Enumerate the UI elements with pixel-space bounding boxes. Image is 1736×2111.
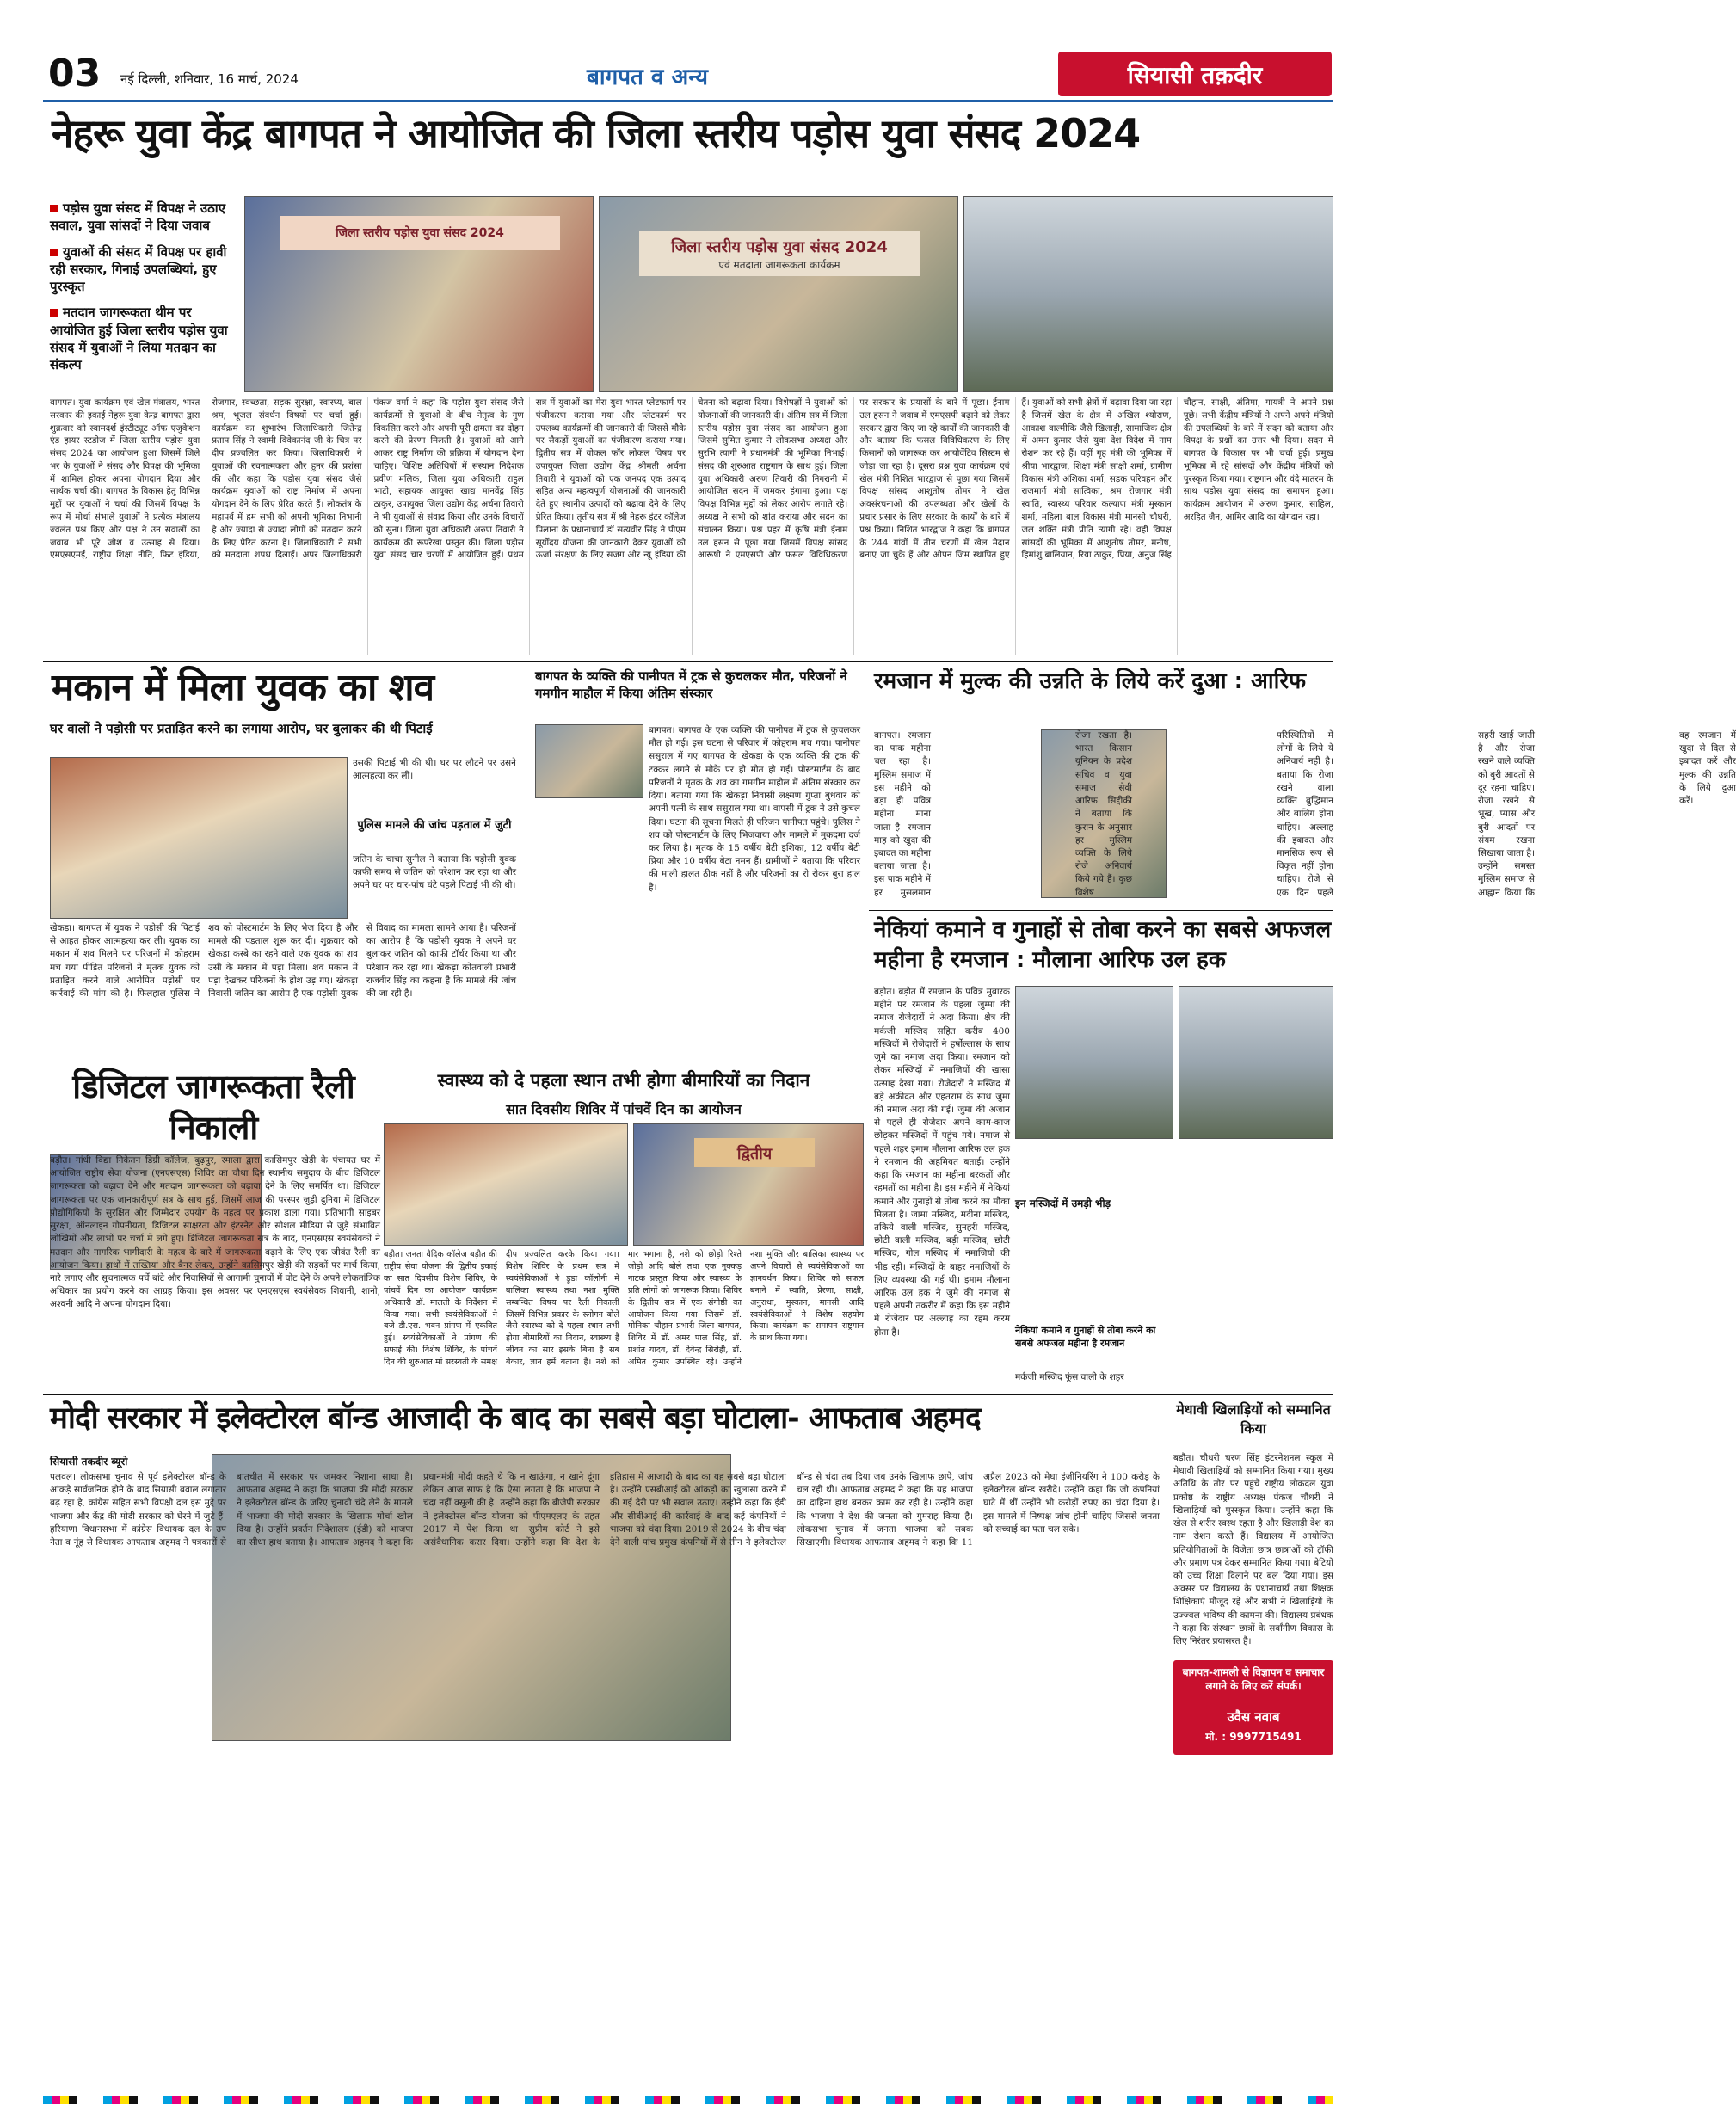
lead-photo-2 [599, 196, 958, 392]
digital-headline: डिजिटल जागरूकता रैली निकाली [72, 1068, 354, 1147]
photo-banner-text: जिला स्तरीय पड़ोस युवा संसद 2024 [336, 226, 504, 240]
registration-bar [43, 2096, 1333, 2104]
body-box-text: जतिन के चाचा सुनील ने बताया कि पड़ोसी युवक काफी समय से जतिन को परेशान कर रहा था और अपने घर पर चार-पांच घंटे पहले पिटाई भी की थी। [353, 854, 516, 891]
health-body: बड़ौत। जनता वैदिक कॉलेज बड़ौत की राष्ट्रीय सेवा योजना की द्वितीय इकाई का सात दिवसीय विशेष शिविर, के पांचवें दिन का आयोजन कार्यक्रम अधिकारी डॉ. मालती के निर्देशन में किया गया। सभी स्वयंसेविकाओं ने बजे डी.एस. भवन प्रांगण में एकत्रित हुई। स्वयंसेविकाओं ने प्रांगण की सफाई की। विशेष शिविर, के पांचवें दिन की शुरुआत मां सरस्वती के समक्ष दीप प्रज्वलित करके किया गया। विशेष शिविर के प्रथम सत्र में स्वयंसेविकाओं ने ड्रुडा कॉलोनी में बालिका स्वास्थ्य तथा नशा मुक्ति सम्बन्धित विषय पर रैली निकाली जिसमें विभिन्न प्रकार के स्लोगन बोले जैसे स्वास्थ्य को दे पहला स्थान तभी होगा बीमारियों का निदान, स्वास्थ्य है जीवन का सार इसके बिना है सब बेकार, ज्ञान हमें बताना है। नशे को मार भगाना है, नशे को छोड़ो रिश्ते जोड़ो आदि बोले तथा एक नुक्कड़ नाटक प्रस्तुत किया और स्वास्थ्य के प्रति लोगों को जागरूक किया। शिविर के द्वितीय सत्र में एक संगोष्ठी का आयोजन किया गया जिसमें डॉ. मोनिका चौहान प्रभारी जिला बागपत, शिविर में डॉ. अमर पाल सिंह, डॉ. प्रशांत यादव, डॉ. देवेन्द्र सिरोही, डॉ. अमित कुमार उपस्थित रहे। उन्होंने नशा मुक्ति और बालिका स्वास्थ्य पर अपने विचारों से स्वयंसेविकाओं का ज्ञानवर्धन किया। शिविर को सफल बनाने में स्वाति, प्रेरणा, साक्षी, अनुराधा, मुस्कान, मानसी आदि स्वयंसेविकाओं ने विशेष सहयोग किया। कार्यक्रम का समापन राष्ट्रगान के साथ किया गया। [384, 1250, 864, 1368]
paper-name [1058, 52, 1332, 96]
photo-banner [694, 1138, 815, 1167]
lead-bullet: पड़ोस युवा संसद में विपक्ष ने उठाए सवाल, युवा सांसदों ने दिया जवाब [50, 200, 225, 234]
bond-headline: मोदी सरकार में इलेक्टोरल बॉन्ड आजादी के बाद का सबसे बड़ा घोटाला- आफताब अहमद [50, 1401, 981, 1436]
health-headline: स्वास्थ्य को दे पहला स्थान तभी होगा बीमारियों का निदान [437, 1070, 810, 1091]
players-body: बड़ौत। चौधरी चरण सिंह इंटरनेशनल स्कूल में मेधावी खिलाड़ियों को सम्मानित किया गया। मुख्य अतिथि के तौर पर पहुंचे राष्ट्रीय लोकदल युवा प्रकोष्ठ के राष्ट्रीय अध्यक्ष पंकज चौधरी ने खिलाड़ियों को पुरस्कृत किया। उन्होंने कहा कि खेल से शरीर स्वस्थ रहता है और खिलाड़ी देश का नाम रोशन करते हैं। विद्यालय में आयोजित प्रतियोगिताओं के विजेता छात्र छात्राओं को ट्रॉफी और प्रमाण पत्र देकर सम्मानित किया गया। बेटियों को उच्च शिक्षा दिलाने पर बल दिया गया। इस अवसर पर विद्यालय के प्रधानाचार्य तथा शिक्षक शिक्षिकाएं मौजूद रहे और सभी ने खिलाड़ियों के उज्ज्वल भविष्य की कामना की। विद्यालय प्रबंधक ने कहा कि संस्थान छात्रों के सर्वांगीण विकास के लिए निरंतर प्रयासरत है। [1173, 1453, 1333, 1647]
header-rule [43, 100, 1333, 102]
divider [43, 661, 1333, 662]
lead-bullet: मतदान जागरूकता थीम पर आयोजित हुई जिला स्तरीय पड़ोस युवा संसद में युवाओं ने लिया मतदान का संकल्प [50, 305, 228, 372]
body-box-title: पुलिस मामले की जांच पड़ताल में जुटी [357, 819, 512, 832]
ramzan-headline: रमजान में मुल्क की उन्नति के लिये करें दुआ : आरिफ [874, 668, 1307, 694]
ad-line: बागपत-शामली से विज्ञापन व समाचार लगाने के लिए करें संपर्क। [1182, 1666, 1325, 1693]
nekiyan-caption: नेकियां कमाने व गुनाहों से तोबा करने का सबसे अफजल महीना है रमजान [1015, 1325, 1156, 1349]
body-headline: मकान में मिला युवक का शव [52, 666, 434, 710]
paper-name-text: सियासी तक़दीर [1127, 61, 1263, 89]
photo-banner [639, 231, 920, 276]
photo-banner-subtitle: एवं मतदाता जागरूकता कार्यक्रम [718, 259, 840, 271]
lead-photo-3 [963, 196, 1333, 392]
health-subheadline: सात दिवसीय शिविर में पांचवें दिन का आयोजन [506, 1101, 742, 1117]
truck-body: बागपत। बागपत के एक व्यक्ति की पानीपत में ट्रक से कुचलकर मौत हो गई। इस घटना से परिवार में कोहराम मच गया। पानीपत ससुराल में गए बागपत के खेकड़ा के एक व्यक्ति की ट्रक की टक्कर लगने से मौके पर ही मौत हो गई। पोस्टमार्टम के बाद परिजनों ने मृतक के शव का गमगीन माहौल में अंतिम संस्कार कर दिया। बताया गया कि खेकड़ा निवासी लक्ष्मण गुप्ता बुधवार को अपनी पत्नी के साथ ससुराल गया था। वापसी में ट्रक ने उसे कुचल दिया। घटना की सूचना मिलते ही परिजन पानीपत पहुंचे। पुलिस ने शव को पोस्टमार्टम के लिए भिजवाया और मामले में मुकदमा दर्ज कर लिया है। मृतक के 15 वर्षीय बेटी इशिका, 12 वर्षीय बेटी प्रिया और 10 वर्षीय बेटा नमन हैं। ग्रामीणों ने बताया कि परिवार की माली हालत ठीक नहीं है और परिजनों का रो रोकर बुरा हाल है। [649, 725, 860, 893]
lead-photo-1 [244, 196, 594, 392]
page-number: 03 [48, 52, 102, 95]
health-photo-2 [633, 1123, 864, 1246]
masthead [0, 0, 1376, 102]
truck-headline: बागपत के व्यक्ति की पानीपत में ट्रक से कुचलकर मौत, परिजनों ने गमगीन माहौल में किया अंतिम संस्कार [535, 668, 847, 702]
bond-byline: सियासी तकदीर ब्यूरो [50, 1456, 128, 1468]
nekiyan-body-cont [1015, 1144, 1333, 1192]
players-headline: मेधावी खिलाड़ियों को सम्मानित किया [1176, 1401, 1331, 1437]
nekiyan-subhead: इन मस्जिदों में उमड़ी भीड़ [1015, 1197, 1111, 1209]
section-label: बागपत व अन्य [587, 65, 708, 90]
lead-bullet: युवाओं की संसद में विपक्ष पर हावी रही सरकार, गिनाई उपलब्धियां, हुए पुरस्कृत [50, 243, 227, 294]
divider [43, 1394, 1333, 1395]
nekiyan-headline: नेकियां कमाने व गुनाहों से तोबा करने का सबसे अफजल महीना है रमजान : मौलाना आरिफ उल हक [874, 917, 1332, 974]
digital-body: बड़ौत। गांधी विद्या निकेतन डिग्री कॉलेज, बुढ़पुर, रमाला द्वारा कासिमपुर खेड़ी के पंचायत घर में आयोजित राष्ट्रीय सेवा योजना (एनएसएस) शिविर का चौथा दिन स्थानीय समुदाय के बीच डिजिटल जागरूकता को बढ़ावा देने और मतदान जागरूकता को बढ़ावा देने के लिए समर्पित था। डिजिटल जागरूकता पर एक जानकारीपूर्ण सत्र के साथ हुई, जिसमें आज की परस्पर जुड़ी दुनिया में डिजिटल प्रौद्योगिकियों के सुरक्षित और जिम्मेदार उपयोग के महत्व पर प्रकाश डाला गया। प्रतिभागी साइबर सुरक्षा, ऑनलाइन गोपनीयता, डिजिटल साक्षरता और इंटरनेट और सोशल मीडिया से जुड़े संभावित जोखिमों और लाभों पर चर्चा में लगे हुए। डिजिटल जागरूकता सत्र के बाद, एनएसएस स्वयंसेवकों ने मतदान और नागरिक भागीदारी के महत्व के बारे में जागरूकता बढ़ाने के लिए एक जीवंत रैली का आयोजन किया। हाथों में तख्तियां और बैनर लेकर, उन्होंने कासिमपुर खेड़ी की सड़कों पर मार्च किया, नारे लगाए और सूचनात्मक पर्चे बांटे और निवासियों से आगामी चुनावों में वोट देने के अपने लोकतांत्रिक अधिकार का प्रयोग करने का आग्रह किया। इस अवसर पर एनएसएस स्वयंसेवक शिवानी, शानो, अश्वनी आदि ने अपना योगदान दिया। [50, 1155, 380, 1310]
health-photo-1 [384, 1123, 628, 1246]
body-side-note: उसकी पिटाई भी की थी। घर पर लौटने पर उसने आत्महत्या कर ली। [353, 758, 516, 782]
ad-box [1173, 1660, 1333, 1755]
body-subheadline: घर वालों ने पड़ोसी पर प्रताड़ित करने का लगाया आरोप, घर बुलाकर की थी पिटाई [50, 721, 433, 736]
photo-banner-title: जिला स्तरीय पड़ोस युवा संसद 2024 [671, 238, 888, 256]
lead-bullets [50, 200, 239, 389]
ad-name: उवैस नवाब [1227, 1709, 1280, 1725]
nekiyan-photo-2 [1179, 986, 1333, 1139]
lead-headline: नेहरू युवा केंद्र बागपत ने आयोजित की जिला स्तरीय पड़ोस युवा संसद 2024 [52, 110, 1141, 157]
nekiyan-photo-1 [1015, 986, 1173, 1139]
date-line: नई दिल्ली, शनिवार, 16 मार्च, 2024 [120, 71, 299, 87]
nekiyan-body: बड़ौत। बड़ौत में रमजान के पवित्र मुबारक महीने पर रमजान के पहला जुम्मा की नमाज रोजेदारों ने अदा किया। क्षेत्र की मर्कजी मस्जिद सहित करीब 400 मस्जिदों में रोजेदारों ने हर्षोल्लास के साथ जुमे का नमाज अदा किया। रमजान को लेकर मस्जिदों में नमाजियों की खासा उत्साह देखा गया। रोजेदारों ने मस्जिद में बड़े अकीदत और एहतराम के साथ जुमा की नमाज अदा की गई। जुमा की अजान से पहले ही रोजेदार अपने काम-काज छोड़कर मस्जिदों में पहुंच गये। नमाज से पहले शहर इमाम मौलाना आरिफ उल हक ने रमजान की अहमियत बताई। उन्होंने कहा कि रमजान का महीना बरकतों और रहमतों का महीना है। इस महीने में नेकियां कमाने और गुनाहों से तोबा करने का मौका मिलता है। जामा मस्जिद, मदीना मस्जिद, तकिये वाली मस्जिद, सुनहरी मस्जिद, छोटी वाली मस्जिद, बड़ी मस्जिद, छोटी मस्जिद, गोल मस्जिद में नमाजियों की भीड़ रही। मस्जिदों के बाहर नमाजियों के लिए व्यवस्था की गई थी। इमाम मौलाना आरिफ उल हक ने जुमे की नमाज से पहले अपनी तकरीर में कहा कि इस महीने में रोजेदार पर अल्लाह का रहम करम होता है। [874, 987, 1010, 1338]
ad-mobile: मो. : 9997715491 [1205, 1731, 1302, 1743]
bond-body: पलवल। लोकसभा चुनाव से पूर्व इलेक्टोरल बॉन्ड के आंकड़े सार्वजनिक होने के बाद सियासी बवाल लगातार बढ़ रहा है, कांग्रेस सहित सभी विपक्षी दल इस मुद्दे पर भाजपा और केंद्र की मोदी सरकार को घेरने में जुटे हैं। हरियाणा विधानसभा में कांग्रेस विधायक दल के उप नेता व नूंह से विधायक आफताब अहमद ने पत्रकारों से बातचीत में सरकार पर जमकर निशाना साधा है। आफताब अहमद ने कहा कि भाजपा की मोदी सरकार ने इलेक्टोरल बॉन्ड के जरिए चुनावी चंदे लेने के मामले में भाजपा की मोदी सरकार के खिलाफ मोर्चा खोल दिया है। उन्होंने प्रवर्तन निदेशालय (ईडी) को भाजपा का सीधा हाथ बताया है। आफताब अहमद ने कहा कि प्रधानमंत्री मोदी कहते थे कि न खाऊंगा, न खाने दूंगा लेकिन आज साफ है कि ऐसा लगता है कि भाजपा ने चंदा नहीं वसूली की है। उन्होंने कहा कि बीजेपी सरकार ने इलेक्टोरल बॉन्ड योजना को पीएमएलए के तहत 2017 में पेश किया था। सुप्रीम कोर्ट ने इसे असंवैधानिक करार दिया। उन्होंने कहा कि देश के इतिहास में आजादी के बाद का यह सबसे बड़ा घोटाला है। उन्होंने एसबीआई को आंकड़ों का खुलासा करने में की गई देरी पर भी सवाल उठाए। उन्होंने कहा कि ईडी और सीबीआई की कार्रवाई के बाद कई कंपनियों ने भाजपा को चंदा दिया। 2019 से 2024 के बीच चंदा देने वाली पांच प्रमुख कंपनियों में से तीन ने इलेक्टोरल बॉन्ड से चंदा तब दिया जब उनके खिलाफ छापे, जांच चल रही थी। आफताब अहमद ने कहा कि यह भाजपा का दाहिना हाथ बनकर काम कर रही है। उन्होंने कहा कि भाजपा ने देश की जनता को गुमराह किया है। लोकसभा चुनाव में जनता भाजपा को सबक सिखाएगी। विधायक आफताब अहमद ने कहा कि 11 अप्रैल 2023 को मेघा इंजीनियरिंग ने 100 करोड़ के इलेक्टोरल बॉन्ड खरीदे। उन्होंने कहा कि जो कंपनियां घाटे में थीं उन्होंने भी करोड़ों रुपए का चंदा दिया है। इस मामले में निष्पक्ष जांच होनी चाहिए जिससे जनता को सच्चाई का पता चल सके। [50, 1472, 1160, 1548]
ramzan-body: बागपत। रमजान का पाक महीना चल रहा है। मुस्लिम समाज में इस महीने को बड़ा ही पवित्र महीना माना जाता है। रमजान माह को खुदा की इबादत का महीना बताया जाता है। इस पाक महीने में हर मुसलमान रोजा रखता है। भारत किसान यूनियन के प्रदेश सचिव व युवा समाज सेवी आरिफ सिद्दीकी ने बताया कि कुरान के अनुसार हर मुस्लिम व्यक्ति के लिये रोजे अनिवार्य किये गये हैं। कुछ विशेष परिस्थितियों में लोगों के लिये ये अनिवार्य नहीं है। बताया कि रोजा रखने वाला व्यक्ति बुद्धिमान और बालिग होना चाहिए। अल्लाह की इबादत और मानसिक रूप से विकृत नहीं होना चाहिए। रोजे से एक दिन पहले सहरी खाई जाती है और रोजा रखने वाले व्यक्ति को बुरी आदतों से दूर रहना चाहिए। रोजा रखने से भूख, प्यास और बुरी आदतों पर संयम रखना सिखाया जाता है। उन्होंने समस्त मुस्लिम समाज से आह्वान किया कि वह रमजान में खुदा से दिल से इबादत करें और मुल्क की उन्नति के लिये दुआ करें। [874, 730, 1736, 898]
photo-banner [280, 216, 560, 250]
body-photo [50, 757, 348, 919]
photo-banner-text: द्वितीय [736, 1145, 773, 1163]
nekiyan-caption-2: मर्कजी मस्जिद फूंस वाली के शहर [1015, 1372, 1124, 1382]
divider [869, 910, 1333, 911]
body-text: खेकड़ा। बागपत में युवक ने पड़ोसी की पिटाई से आहत होकर आत्महत्या कर ली। युवक का मकान में शव मिलने पर परिजनों में कोहराम मच गया पीड़ित परिजनों ने मृतक युवक को प्रताड़ित करने वाले आरोपित पड़ोसी पर कार्रवाई की मांग की है। फिलहाल पुलिस ने शव को पोस्टमार्टम के लिए भेज दिया है और मामले की पड़ताल शुरू कर दी। शुक्रवार को खेकड़ा कस्बे का रहने वाले एक युवक का शव उसी के मकान में पड़ा मिला। शव मकान में पड़ा देखकर परिजनों के होश उड़ गए। खेकड़ा निवासी जतिन का आरोप है एक पड़ोसी युवक से विवाद का मामला सामने आया है। परिजनों का आरोप है कि पड़ोसी युवक ने अपने घर बुलाकर जतिन को काफी टॉर्चर किया था और परेशान कर रहा था। खेकड़ा कोतवाली प्रभारी राजवीर सिंह का कहना है कि मामले की जांच की जा रही है। [50, 923, 516, 1000]
lead-body: बागपत। युवा कार्यक्रम एवं खेल मंत्रालय, भारत सरकार की इकाई नेहरू युवा केन्द्र बागपत द्वारा शुक्रवार को स्वामदर्श इंस्टीट्यूट ऑफ एजुकेशन एंड हायर स्टडीज में जिला स्तरीय पड़ोस युवा संसद 2024 का आयोजन हुआ जिसमें जिले भर के युवाओं ने संसद और विपक्ष की भूमिका में शामिल होकर अपना योगदान दिया और सार्थक चर्चा की। बागपत के विकास हेतु विभिन्न मुद्दों पर युवाओं ने चर्चा की जिसमें विपक्ष के रूप में मोर्चा संभाले युवाओं ने प्रत्येक मंत्रालय ज्वलंत प्रश्न किए और पक्ष ने उन सवालों का जवाब भी पूरे जोश व उत्साह से दिया। एमएसएमई, राष्ट्रीय शिक्षा नीति, फिट इंडिया, रोजगार, स्वच्छता, सड़क सुरक्षा, स्वास्थ्य, बाल श्रम, भूजल संवर्धन विषयों पर चर्चा हुई। कार्यक्रम का शुभारंभ जिलाधिकारी जितेन्द्र प्रताप सिंह ने स्वामी विवेकानंद जी के चित्र पर दीप प्रज्वलित कर किया। जिलाधिकारी ने युवाओं की रचनात्मकता और हुनर की प्रशंसा की और कहा कि पड़ोस युवा संसद जैसे कार्यक्रम युवाओं को राष्ट्र निर्माण में अपना योगदान देने के लिए प्रेरित करते हैं। लोकतंत्र के महापर्व में हम सभी को अपनी भूमिका निभानी है और ज्यादा से ज्यादा लोगों को मतदान करने के लिए प्रेरित करना है। जिलाधिकारी ने सभी को मतदाता शपथ दिलाई। अपर जिलाधिकारी पंकज वर्मा ने कहा कि पड़ोस युवा संसद जैसे कार्यक्रमों से युवाओं के बीच नेतृत्व के गुण विकसित करने और अपनी पूरी क्षमता का दोहन करने की प्रेरणा मिलती है। युवाओं को आगे आकर राष्ट्र निर्माण की प्रक्रिया में योगदान देना चाहिए। विशिष्ट अतिथियों में संस्थान निदेशक प्रवीण मलिक, जिला युवा अधिकारी राहुल भाटी, सहायक आयुक्त खाद्य मानवेंद्र सिंह ठाकुर, उपायुक्त जिला उद्योग केंद्र अर्चना तिवारी ने भी युवाओं से संवाद किया और उनके विचारों को सुना। जिला युवा अधिकारी अरुण तिवारी ने कार्यक्रम की रूपरेखा प्रस्तुत की। जिला पड़ोस युवा संसद चार चरणों में आयोजित हुई। प्रथम सत्र में युवाओं का मेरा युवा भारत प्लेटफार्म पर पंजीकरण कराया गया और प्लेटफार्म पर उपलब्ध कार्यक्रमों की जानकारी दी जिससे मौके पर सैकड़ों युवाओं का पंजीकरण कराया गया। द्वितीय सत्र में वोकल फॉर लोकल विषय पर उपायुक्त जिला उद्योग केंद्र श्रीमती अर्चना तिवारी ने युवाओं को एक जनपद एक उत्पाद सहित अन्य महत्वपूर्ण योजनाओं की जानकारी देते हुए स्थानीय उत्पादों को बढ़ावा देने के लिए प्रेरित किया। तृतीय सत्र में श्री नेहरू इंटर कॉलेज पिलाना के प्रधानाचार्य डॉ सत्यवीर सिंह ने पीएम सूर्योदय योजना की जानकारी देकर युवाओं को ऊर्जा संरक्षण के लिए सजग और न्यू इंडिया की चेतना को बढ़ावा दिया। विशेषज्ञों ने युवाओं को योजनाओं की जानकारी दी। अंतिम सत्र में जिला स्तरीय पड़ोस युवा संसद का आयोजन हुआ जिसमें सुमित कुमार ने लोकसभा अध्यक्ष और सुरभि त्यागी ने प्रधानमंत्री की भूमिका निभाई। संसद की शुरुआत राष्ट्रगान के साथ हुई। जिला युवा अधिकारी अरुण तिवारी की निगरानी में आयोजित सदन में जमकर हंगामा हुआ। पक्ष विपक्ष विभिन्न मुद्दों को लेकर आरोप लगाते रहे। अध्यक्ष ने सभी को शांत कराया और सदन का संचालन किया। प्रश्न प्रहर में कृषि मंत्री ईनाम उल हसन से पूछा गया जिसमें विपक्ष सांसद आरूषी ने एमएसपी और फसल विविधिकरण पर सरकार के प्रयासों के बारे में पूछा। ईनाम उल हसन ने जवाब में एमएसपी बढ़ाने को लेकर सरकार द्वारा किए जा रहे कार्यों की जानकारी दी और बताया कि फसल विविधिकरण के लिए किसानों को जागरूक कर आयोवेंटिव सिस्टम से जोड़ा जा रहा है। दूसरा प्रश्न युवा कार्यक्रम एवं खेल मंत्री निशित भारद्वाज से पूछा गया जिसमें विपक्ष सांसद आशुतोष तोमर ने खेल अवसंरचनाओं की उपलब्धता और खेलों के प्रचार प्रसार के लिए सरकार के कार्यों के बारे में प्रश्न किया। निशित भारद्वाज ने कहा कि बागपत के 244 गांवों में तीन चरणों में खेल मैदान बनाए जा चुके हैं और ओपन जिम स्थापित हुए हैं। युवाओं को सभी क्षेत्रों में बढ़ावा दिया जा रहा है जिसमें खेल के क्षेत्र में अखिल श्योराण, आकाश वाल्मीकि जैसे खिलाड़ी, सामाजिक क्षेत्र में अमन कुमार जैसे युवा देश विदेश में नाम रोशन कर रहे हैं। वहीं गृह मंत्री की भूमिका में श्रीया भारद्वाज, शिक्षा मंत्री साक्षी शर्मा, ग्रामीण विकास मंत्री अंशिका शर्मा, सड़क परिवहन और राजमार्ग मंत्री सात्विका, श्रम रोजगार मंत्री स्वाति, स्वास्थ्य परिवार कल्याण मंत्री मुस्कान शर्मा, महिला बाल विकास मंत्री मानसी चौधरी, जल शक्ति मंत्री प्रीति त्यागी रहे। वहीं विपक्ष सांसदों की भूमिका में आशुतोष तोमर, मनीष, हिमांशु बालियान, रिया ठाकुर, प्रिया, अनुज सिंह चौहान, साक्षी, अंतिमा, गायत्री ने अपने प्रश्न पूछे। सभी केंद्रीय मंत्रियों ने अपने अपने मंत्रियों की उपलब्धियों के बारे में सदन को बताया और विपक्ष के प्रश्नों का उत्तर भी दिया। सदन में बागपत के विकास पर भी चर्चा हुई। प्रमुख भूमिका में रहे सांसदों और केंद्रीय मंत्रियों को पुरस्कृत किया गया। राष्ट्रगान और वंदे मातरम के साथ पड़ोस युवा संसद का समापन हुआ। कार्यक्रम आयोजन में अरुण कुमार, साहिल, अरहित जैन, आमिर आदि का योगदान रहा। [50, 398, 1333, 561]
